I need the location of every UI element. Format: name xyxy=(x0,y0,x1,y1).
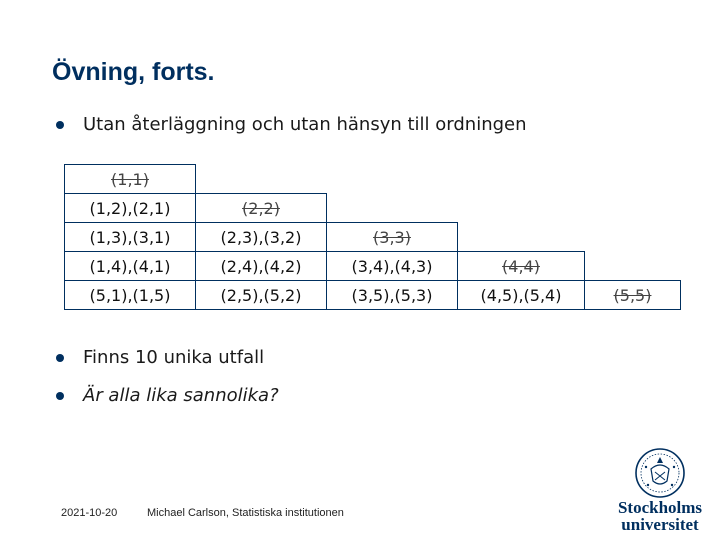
table-cell: (1,1) xyxy=(65,165,196,194)
table-cell: (1,3),(3,1) xyxy=(65,223,196,252)
table-cell xyxy=(458,165,585,194)
table-cell xyxy=(458,194,585,223)
bullet-item-3 xyxy=(56,385,279,406)
bullet-text: Är alla lika sannolika? xyxy=(83,385,279,406)
footer-date: 2021-10-20 xyxy=(61,507,118,519)
table-cell xyxy=(585,252,681,281)
table-cell xyxy=(585,194,681,223)
table-cell: (2,4),(4,2) xyxy=(196,252,327,281)
bullet-text: Utan återläggning och utan hänsyn till ordningen xyxy=(83,114,527,135)
table-row xyxy=(65,281,681,310)
table-cell: (4,5),(5,4) xyxy=(458,281,585,310)
table-cell: (3,3) xyxy=(327,223,458,252)
logo-text-line2: universitet xyxy=(621,515,699,534)
bullet-dot-icon xyxy=(56,392,64,400)
table-cell: (3,4),(4,3) xyxy=(327,252,458,281)
table-cell: (5,1),(1,5) xyxy=(65,281,196,310)
bullet-dot-icon xyxy=(56,121,64,129)
table-cell: (5,5) xyxy=(585,281,681,310)
table-cell xyxy=(196,165,327,194)
bullet-item-1 xyxy=(56,114,527,135)
table-cell: (2,3),(3,2) xyxy=(196,223,327,252)
table-row xyxy=(65,194,681,223)
university-logo xyxy=(612,447,708,533)
table-cell xyxy=(585,165,681,194)
table-row xyxy=(65,252,681,281)
logo-text-line1: Stockholms xyxy=(617,498,703,517)
table-cell: (2,5),(5,2) xyxy=(196,281,327,310)
table-cell: (2,2) xyxy=(196,194,327,223)
table-cell: (1,4),(4,1) xyxy=(65,252,196,281)
table-row xyxy=(65,165,681,194)
table-cell: (4,4) xyxy=(458,252,585,281)
footer-author: Michael Carlson, Statistiska institutionen xyxy=(147,507,344,519)
table-cell: (3,5),(5,3) xyxy=(327,281,458,310)
table-cell: (1,2),(2,1) xyxy=(65,194,196,223)
table-cell xyxy=(458,223,585,252)
outcome-table xyxy=(64,164,681,310)
table-cell xyxy=(327,194,458,223)
bullet-item-2 xyxy=(56,347,264,368)
table-row xyxy=(65,223,681,252)
table-cell xyxy=(585,223,681,252)
bullet-text: Finns 10 unika utfall xyxy=(83,347,265,368)
table-cell xyxy=(327,165,458,194)
slide-title: Övning, forts. xyxy=(52,58,215,86)
bullet-dot-icon xyxy=(56,354,64,362)
university-seal-icon xyxy=(634,447,686,499)
